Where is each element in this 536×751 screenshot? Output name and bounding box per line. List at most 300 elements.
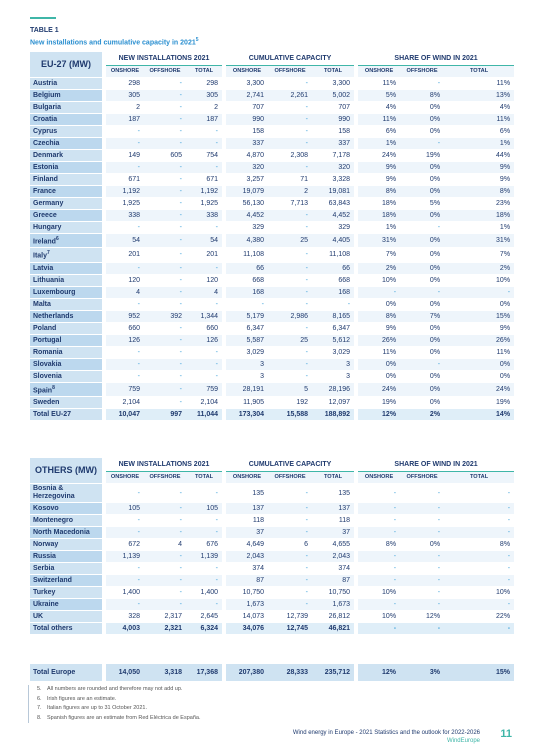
value-cell: - (144, 551, 186, 563)
row-label-text: Bulgaria (33, 104, 62, 111)
value-cell: 4,452 (226, 210, 268, 222)
row-label (30, 138, 102, 150)
value-cell: 660 (106, 322, 144, 334)
table-row (30, 186, 514, 198)
table-caption-footnote-ref: 5 (195, 37, 199, 43)
value-cell: 11% (358, 346, 400, 358)
value-cell: 11% (444, 78, 514, 90)
value-cell: 4% (358, 102, 400, 114)
table-row (30, 599, 514, 611)
value-cell: 2,043 (312, 551, 354, 563)
subheader-cell: TOTAL (312, 472, 354, 484)
row-label-text: Finland (33, 176, 58, 183)
value-cell: 7,713 (268, 198, 312, 210)
value-cell: 1,925 (186, 198, 222, 210)
value-cell: 298 (106, 78, 144, 90)
table-row (30, 138, 514, 150)
value-cell: 1,400 (106, 587, 144, 599)
row-label-text: Hungary (33, 224, 62, 231)
value-cell: - (186, 599, 222, 611)
table-row (30, 310, 514, 322)
value-cell: 4 (106, 286, 144, 298)
value-cell: 10% (358, 611, 400, 623)
value-cell: - (400, 222, 444, 234)
value-cell: - (144, 334, 186, 346)
table-row (30, 575, 514, 587)
row-label-text: Austria (33, 80, 58, 87)
value-cell: - (268, 563, 312, 575)
total-europe-table (30, 664, 514, 682)
value-cell: 10,750 (312, 587, 354, 599)
value-cell: 54 (106, 234, 144, 248)
table-row (30, 503, 514, 515)
value-cell: 11% (444, 346, 514, 358)
value-cell: 2,317 (144, 611, 186, 623)
row-label (30, 599, 102, 611)
subheader-cell: ONSHORE (106, 472, 144, 484)
value-cell: 56,130 (226, 198, 268, 210)
value-cell: 19% (400, 150, 444, 162)
value-cell: - (268, 322, 312, 334)
value-cell: 158 (312, 126, 354, 138)
value-cell: 707 (312, 102, 354, 114)
value-cell: - (106, 162, 144, 174)
value-cell: 707 (226, 102, 268, 114)
subheader-cell: TOTAL (444, 472, 514, 484)
value-cell: - (358, 515, 400, 527)
value-cell: 3% (400, 664, 444, 682)
table-row (30, 210, 514, 222)
value-cell: - (144, 563, 186, 575)
section-header: OTHERS (MW) (30, 458, 102, 484)
group-header-cum: CUMULATIVE CAPACITY (226, 52, 354, 66)
table-row (30, 551, 514, 563)
table-row (30, 174, 514, 186)
row-label-text: Croatia (33, 116, 58, 123)
row-label (30, 174, 102, 186)
value-cell: - (268, 484, 312, 503)
row-label-text: Belgium (33, 92, 61, 99)
value-cell: 18% (444, 210, 514, 222)
value-cell: - (144, 396, 186, 408)
row-label (30, 248, 102, 262)
value-cell: - (144, 248, 186, 262)
value-cell: - (444, 623, 514, 635)
value-cell: - (144, 515, 186, 527)
footnote-text: Spanish figures are an estimate from Red Eléctrica de España. (47, 714, 201, 721)
row-label (30, 551, 102, 563)
subheader-row (30, 66, 514, 78)
value-cell: 3,029 (312, 346, 354, 358)
row-label (30, 322, 102, 334)
value-cell: - (144, 298, 186, 310)
table-row (30, 563, 514, 575)
value-cell: 3,257 (226, 174, 268, 186)
value-cell: 5 (268, 382, 312, 396)
row-label (30, 539, 102, 551)
value-cell: 12% (358, 664, 400, 682)
value-cell: - (186, 262, 222, 274)
value-cell: - (186, 162, 222, 174)
row-label-text: Montenegro (33, 517, 74, 524)
value-cell: 7% (400, 310, 444, 322)
table-row (30, 539, 514, 551)
value-cell: 2,043 (226, 551, 268, 563)
value-cell: - (400, 551, 444, 563)
value-cell: 0% (400, 396, 444, 408)
value-cell: 10% (358, 587, 400, 599)
subheader-cell: OFFSHORE (268, 472, 312, 484)
row-label (30, 262, 102, 274)
subheader-cell: ONSHORE (358, 472, 400, 484)
value-cell: 24% (358, 382, 400, 396)
value-cell: 12% (358, 408, 400, 420)
row-label-text: Germany (33, 200, 64, 207)
value-cell: 676 (186, 539, 222, 551)
value-cell: 126 (186, 334, 222, 346)
value-cell: 10% (444, 587, 514, 599)
row-label-text: North Macedonia (33, 529, 90, 536)
row-label (30, 515, 102, 527)
subheader-cell: OFFSHORE (144, 66, 186, 78)
row-label-text: Portugal (33, 336, 62, 344)
value-cell: 207,380 (226, 664, 268, 682)
row-label-text: Poland (33, 324, 57, 332)
table-row (30, 334, 514, 346)
value-cell: 1% (358, 222, 400, 234)
value-cell: - (268, 346, 312, 358)
row-label (30, 150, 102, 162)
value-cell: 187 (186, 114, 222, 126)
value-cell: - (186, 358, 222, 370)
value-cell: 0% (400, 234, 444, 248)
row-label-text: Malta (33, 300, 51, 308)
table-row (30, 286, 514, 298)
value-cell: 4 (186, 286, 222, 298)
footnote (37, 695, 387, 705)
value-cell: 329 (226, 222, 268, 234)
group-header-share: SHARE OF WIND IN 2021 (358, 458, 514, 472)
row-label (30, 90, 102, 102)
value-cell: - (268, 503, 312, 515)
row-label (30, 334, 102, 346)
row-label (30, 396, 102, 408)
row-label (30, 611, 102, 623)
value-cell: 990 (226, 114, 268, 126)
value-cell: 149 (106, 150, 144, 162)
value-cell: 2% (444, 262, 514, 274)
row-label (30, 503, 102, 515)
value-cell: - (268, 515, 312, 527)
value-cell: - (358, 599, 400, 611)
value-cell: 168 (312, 286, 354, 298)
value-cell: 0% (444, 298, 514, 310)
value-cell: 4,649 (226, 539, 268, 551)
value-cell: 87 (312, 575, 354, 587)
row-label (30, 563, 102, 575)
value-cell: 13% (444, 90, 514, 102)
value-cell: 668 (226, 274, 268, 286)
footnote (37, 685, 387, 695)
value-cell: 15% (444, 664, 514, 682)
row-label-text: Total EU-27 (33, 410, 71, 418)
value-cell: - (144, 587, 186, 599)
value-cell: - (144, 382, 186, 396)
value-cell: 0% (400, 274, 444, 286)
value-cell: 10,047 (106, 408, 144, 420)
group-header-cum: CUMULATIVE CAPACITY (226, 458, 354, 472)
value-cell: 31% (444, 234, 514, 248)
value-cell: - (106, 298, 144, 310)
table-row (30, 162, 514, 174)
value-cell: 192 (268, 396, 312, 408)
value-cell: 11,044 (186, 408, 222, 420)
value-cell: - (144, 102, 186, 114)
row-label (30, 126, 102, 138)
value-cell: - (400, 623, 444, 635)
value-cell: 11,108 (312, 248, 354, 262)
subheader-cell: OFFSHORE (400, 472, 444, 484)
value-cell: 11,108 (226, 248, 268, 262)
row-label-text: Ireland (33, 238, 56, 246)
table-row (30, 262, 514, 274)
value-cell: 2 (106, 102, 144, 114)
value-cell: - (444, 484, 514, 503)
footnote-number: 7. (37, 705, 42, 711)
row-label-text: Slovenia (33, 372, 62, 380)
value-cell: - (144, 346, 186, 358)
value-cell: - (268, 210, 312, 222)
row-label-text: Luxembourg (33, 288, 76, 296)
value-cell: 1,673 (312, 599, 354, 611)
value-cell: 118 (312, 515, 354, 527)
footnote-ref: 7 (47, 250, 50, 257)
value-cell: 135 (312, 484, 354, 503)
value-cell: - (268, 587, 312, 599)
value-cell: 0% (400, 346, 444, 358)
value-cell: 605 (144, 150, 186, 162)
value-cell: 5% (358, 90, 400, 102)
value-cell: 668 (312, 274, 354, 286)
value-cell: 0% (400, 539, 444, 551)
value-cell: - (106, 126, 144, 138)
row-label-text: Latvia (33, 264, 54, 272)
value-cell: - (186, 138, 222, 150)
value-cell: 320 (312, 162, 354, 174)
value-cell: - (106, 527, 144, 539)
value-cell: 105 (186, 503, 222, 515)
value-cell: 0% (400, 102, 444, 114)
value-cell: 26% (358, 334, 400, 346)
value-cell: 6,347 (312, 322, 354, 334)
value-cell: - (400, 484, 444, 503)
value-cell: - (144, 370, 186, 382)
value-cell: - (186, 346, 222, 358)
subheader-cell: ONSHORE (226, 472, 268, 484)
value-cell: 3 (226, 358, 268, 370)
value-cell: 118 (226, 515, 268, 527)
subheader-cell: ONSHORE (106, 66, 144, 78)
row-label (30, 623, 102, 635)
value-cell: - (106, 515, 144, 527)
value-cell: - (186, 370, 222, 382)
row-label (30, 286, 102, 298)
value-cell: 135 (226, 484, 268, 503)
value-cell: - (226, 298, 268, 310)
value-cell: 6% (444, 126, 514, 138)
subheader-cell: TOTAL (444, 66, 514, 78)
value-cell: 1% (358, 138, 400, 150)
value-cell: - (186, 126, 222, 138)
row-label-text: Greece (33, 212, 57, 219)
total-row (30, 623, 514, 635)
footnote-text: Italian figures are up to 31 October 2021. (47, 705, 147, 711)
row-label-text: Italy (33, 252, 48, 260)
value-cell: - (400, 286, 444, 298)
value-cell: - (400, 358, 444, 370)
value-cell: 44% (444, 150, 514, 162)
value-cell: 1,139 (106, 551, 144, 563)
value-cell: - (144, 503, 186, 515)
value-cell: 188,892 (312, 408, 354, 420)
value-cell: - (268, 248, 312, 262)
group-header-new: NEW INSTALLATIONS 2021 (106, 52, 222, 66)
value-cell: - (400, 503, 444, 515)
footnote (37, 704, 387, 714)
value-cell: - (106, 346, 144, 358)
value-cell: - (400, 563, 444, 575)
value-cell: 2,261 (268, 90, 312, 102)
value-cell: 2,645 (186, 611, 222, 623)
value-cell: 2,321 (144, 623, 186, 635)
value-cell: 11% (444, 114, 514, 126)
value-cell: 2,308 (268, 150, 312, 162)
value-cell: 0% (444, 358, 514, 370)
value-cell: - (106, 563, 144, 575)
value-cell: 3,318 (144, 664, 186, 682)
value-cell: - (400, 575, 444, 587)
subheader-cell: ONSHORE (226, 66, 268, 78)
value-cell: - (144, 162, 186, 174)
value-cell: 2 (268, 186, 312, 198)
row-label-text: Sweden (33, 398, 60, 406)
row-label-text: Bosnia & Herzegovina (33, 485, 75, 500)
value-cell: 0% (400, 262, 444, 274)
value-cell: 305 (186, 90, 222, 102)
value-cell: - (268, 262, 312, 274)
row-label (30, 298, 102, 310)
footnote-text: All numbers are rounded and therefore may not add up. (47, 686, 183, 692)
value-cell: 0% (400, 382, 444, 396)
value-cell: - (144, 90, 186, 102)
row-label (30, 382, 102, 396)
value-cell: 0% (400, 322, 444, 334)
row-label-text: Russia (33, 553, 56, 560)
value-cell: 137 (226, 503, 268, 515)
footer-title: Wind energy in Europe - 2021 Statistics and the outlook for 2022-2026 (292, 730, 480, 736)
value-cell: - (106, 484, 144, 503)
value-cell: - (268, 527, 312, 539)
group-header-share: SHARE OF WIND IN 2021 (358, 52, 514, 66)
value-cell: - (186, 222, 222, 234)
value-cell: 28,191 (226, 382, 268, 396)
value-cell: - (268, 222, 312, 234)
page-number: 11 (500, 728, 512, 740)
value-cell: - (144, 174, 186, 186)
value-cell: 6 (268, 539, 312, 551)
value-cell: 6% (358, 126, 400, 138)
row-label (30, 234, 102, 248)
value-cell: 3,300 (312, 78, 354, 90)
value-cell: - (444, 563, 514, 575)
value-cell: - (144, 222, 186, 234)
value-cell: - (144, 484, 186, 503)
value-cell: - (144, 138, 186, 150)
value-cell: 338 (186, 210, 222, 222)
value-cell: - (144, 186, 186, 198)
value-cell: 168 (226, 286, 268, 298)
row-label (30, 346, 102, 358)
value-cell: 337 (312, 138, 354, 150)
table-row (30, 298, 514, 310)
value-cell: 14,050 (106, 664, 144, 682)
value-cell: 9% (444, 162, 514, 174)
value-cell: 2% (400, 408, 444, 420)
footer-brand: WindEurope (446, 738, 480, 744)
value-cell: 952 (106, 310, 144, 322)
value-cell: 392 (144, 310, 186, 322)
row-label: Total Europe (30, 664, 102, 682)
value-cell: 66 (312, 262, 354, 274)
value-cell: 12,739 (268, 611, 312, 623)
value-cell: - (144, 78, 186, 90)
value-cell: - (268, 102, 312, 114)
row-label (30, 78, 102, 90)
value-cell: 320 (226, 162, 268, 174)
value-cell: 63,843 (312, 198, 354, 210)
value-cell: - (358, 551, 400, 563)
value-cell: 54 (186, 234, 222, 248)
value-cell: 0% (358, 298, 400, 310)
value-cell: - (268, 286, 312, 298)
table-row (30, 611, 514, 623)
value-cell: - (144, 527, 186, 539)
row-label-text: Czechia (33, 140, 60, 147)
footnote-text: Irish figures are an estimate. (47, 695, 117, 702)
value-cell: 71 (268, 174, 312, 186)
value-cell: 1,192 (106, 186, 144, 198)
value-cell: 37 (312, 527, 354, 539)
value-cell: 337 (226, 138, 268, 150)
subheader-cell: OFFSHORE (268, 66, 312, 78)
value-cell: 0% (400, 210, 444, 222)
value-cell: - (444, 575, 514, 587)
value-cell: 4,380 (226, 234, 268, 248)
value-cell: 672 (106, 539, 144, 551)
table-caption (30, 37, 199, 46)
value-cell: - (358, 563, 400, 575)
value-cell: 15% (444, 310, 514, 322)
value-cell: 9% (444, 174, 514, 186)
value-cell: 5,179 (226, 310, 268, 322)
value-cell: 2,741 (226, 90, 268, 102)
value-cell: 4% (444, 102, 514, 114)
value-cell: - (106, 575, 144, 587)
table-row (30, 114, 514, 126)
value-cell: - (358, 527, 400, 539)
table-row (30, 248, 514, 262)
value-cell: 3,300 (226, 78, 268, 90)
